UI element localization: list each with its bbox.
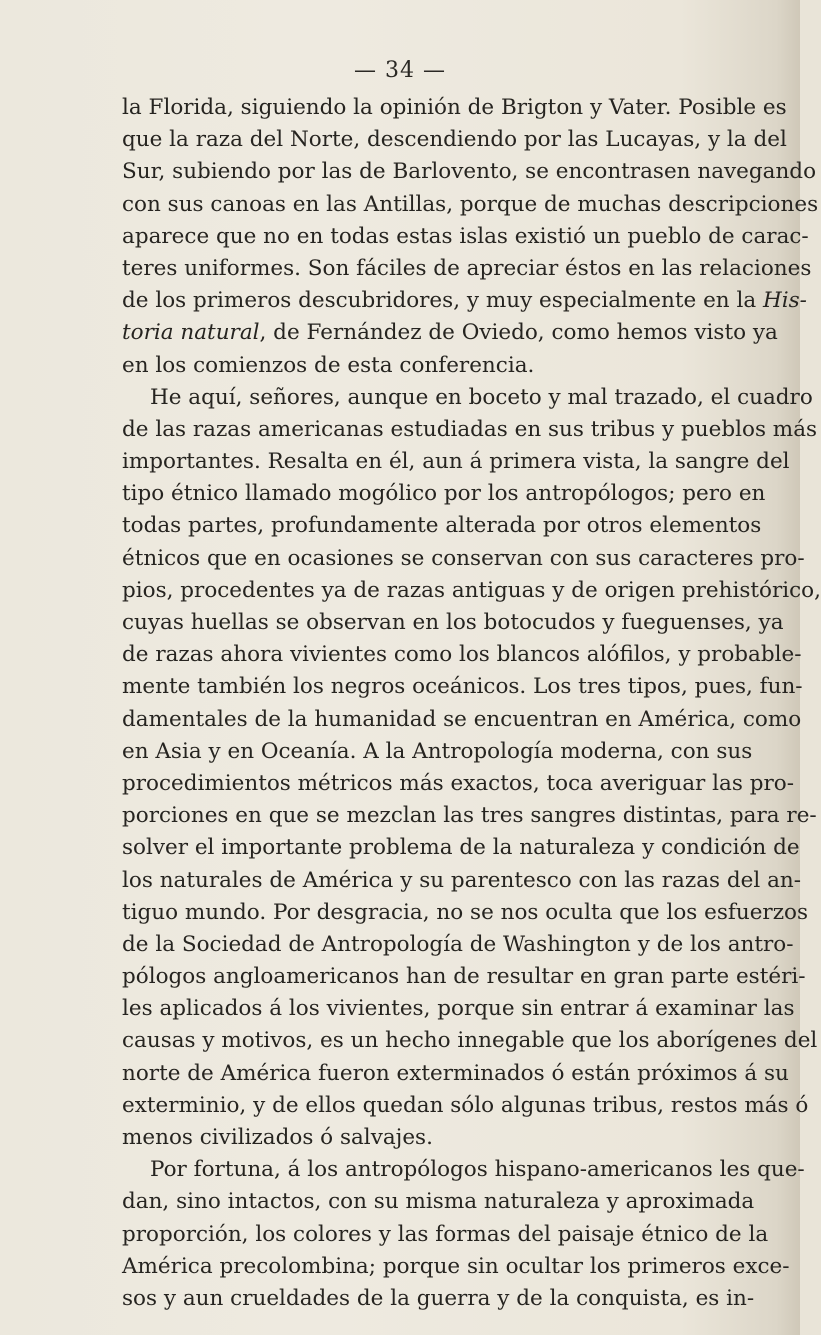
paragraph-end-line: menos civilizados ó salvajes. bbox=[122, 1125, 433, 1150]
text-line: sos y aun crueldades de la guerra y de la conquista, es in- bbox=[122, 1285, 755, 1311]
body-text bbox=[122, 92, 821, 1315]
text-line: causas y motivos, es un hecho innegable que los aborígenes del bbox=[122, 1028, 818, 1054]
text-line: porciones en que se mezclan las tres sangres distintas, para re- bbox=[122, 803, 817, 829]
text-line: los naturales de América y su parentesco con las razas del an- bbox=[122, 867, 802, 893]
text-line: pólogos angloamericanos han de resultar en gran parte estéri- bbox=[122, 964, 806, 990]
paragraph-start-line: He aquí, señores, aunque en boceto y mal trazado, el cuadro bbox=[150, 384, 813, 410]
page-number: — 34 — bbox=[354, 58, 446, 83]
text-line: aparece que no en todas estas islas existió un pueblo de carac- bbox=[122, 223, 809, 249]
text-line-segment: de los primeros descubridores, y muy especialmente en la bbox=[122, 288, 757, 314]
text-line: en Asia y en Oceanía. A la Antropología moderna, con sus bbox=[122, 738, 753, 764]
text-line: de razas ahora vivientes como los blancos alófilos, y probable- bbox=[122, 642, 802, 668]
text-line: de las razas americanas estudiadas en sus tribus y pueblos más bbox=[122, 416, 818, 442]
text-line: Sur, subiendo por las de Barlovento, se encontrasen navegando bbox=[122, 159, 817, 185]
text-line: con sus canoas en las Antillas, porque de muchas descripciones bbox=[122, 191, 819, 217]
text-line: norte de América fueron exterminados ó están próximos á su bbox=[122, 1060, 789, 1086]
text-line: exterminio, y de ellos quedan sólo algunas tribus, restos más ó bbox=[122, 1092, 809, 1118]
text-line: pios, procedentes ya de razas antiguas y de origen prehistórico, bbox=[122, 577, 821, 603]
text-line: les aplicados á los vivientes, porque sin entrar á examinar las bbox=[122, 996, 795, 1022]
text-line: dan, sino intactos, con su misma naturaleza y aproximada bbox=[122, 1189, 755, 1215]
text-line: importantes. Resalta en él, aun á primera vista, la sangre del bbox=[122, 449, 790, 475]
paragraph-end-line: en los comienzos de esta conferencia. bbox=[122, 352, 535, 378]
text-line: cuyas huellas se observan en los botocudos y fueguenses, ya bbox=[122, 610, 784, 635]
text-line: étnicos que en ocasiones se conservan con sus caracteres pro- bbox=[122, 545, 805, 571]
text-line-segment: , de Fernández de Oviedo, como hemos visto ya bbox=[259, 320, 778, 346]
book-title-italic: toria natural bbox=[122, 320, 260, 346]
text-line: tiguo mundo. Por desgracia, no se nos oculta que los esfuerzos bbox=[122, 899, 809, 925]
text-line: la Florida, siguiendo la opinión de Brigton y Vater. Posible es bbox=[122, 95, 787, 120]
text-line: que la raza del Norte, descendiendo por las Lucayas, y la del bbox=[122, 127, 787, 153]
text-line: mente también los negros oceánicos. Los tres tipos, pues, fun- bbox=[122, 674, 803, 700]
text-line: proporción, los colores y las formas del paisaje étnico de la bbox=[122, 1221, 769, 1247]
text-line: damentales de la humanidad se encuentran en América, como bbox=[122, 706, 802, 732]
text-line: de la Sociedad de Antropología de Washington y de los antro- bbox=[122, 931, 794, 957]
book-title-italic: His- bbox=[763, 288, 807, 314]
paragraph-start-line: Por fortuna, á los antropólogos hispano-americanos les que- bbox=[150, 1157, 805, 1183]
text-line: tipo étnico llamado mogólico por los antropólogos; pero en bbox=[122, 481, 766, 507]
text-line: solver el importante problema de la naturaleza y condición de bbox=[122, 835, 800, 861]
text-line bbox=[122, 317, 778, 349]
text-line: procedimientos métricos más exactos, toca averiguar las pro- bbox=[122, 770, 794, 796]
text-line: teres uniformes. Son fáciles de apreciar éstos en las relaciones bbox=[122, 255, 812, 281]
text-line bbox=[122, 285, 807, 317]
text-line: América precolombina; porque sin ocultar los primeros exce- bbox=[122, 1253, 790, 1279]
text-line: todas partes, profundamente alterada por otros elementos bbox=[122, 513, 762, 539]
